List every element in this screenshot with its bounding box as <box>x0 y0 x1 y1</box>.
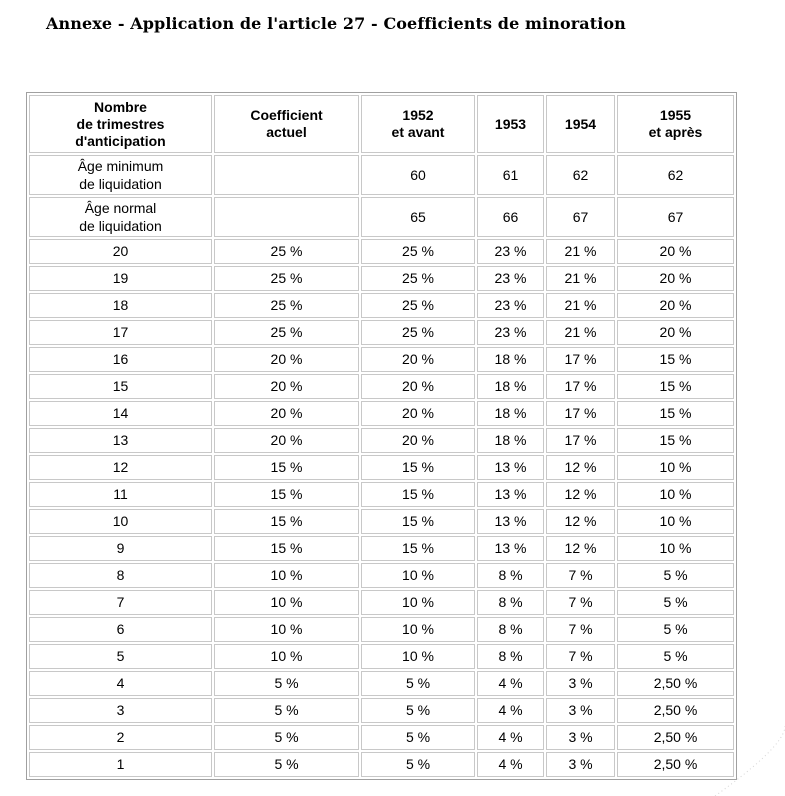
coefficient-cell: 15 % <box>214 482 359 507</box>
coefficient-cell: 4 % <box>477 698 544 723</box>
coefficient-cell: 4 % <box>477 671 544 696</box>
page-title: Annexe - Application de l'article 27 - Coefficients de minoration <box>46 14 626 33</box>
coefficients-table <box>26 92 737 780</box>
row-label: Âge normal de liquidation <box>29 197 212 237</box>
coefficient-cell: 12 % <box>546 455 615 480</box>
coefficient-cell: 18 % <box>477 374 544 399</box>
coefficient-cell: 15 % <box>361 509 475 534</box>
coefficient-cell: 8 % <box>477 644 544 669</box>
trimestres-cell: 3 <box>29 698 212 723</box>
coefficient-cell: 3 % <box>546 671 615 696</box>
coefficient-cell: 20 % <box>361 428 475 453</box>
table-row <box>29 401 734 426</box>
coefficient-cell: 20 % <box>214 347 359 372</box>
coefficient-cell: 10 % <box>214 563 359 588</box>
table-row <box>29 239 734 264</box>
coefficient-cell: 5 % <box>214 698 359 723</box>
coefficient-cell: 5 % <box>214 725 359 750</box>
coefficient-cell: 8 % <box>477 563 544 588</box>
coefficient-cell: 5 % <box>361 725 475 750</box>
table-header-row <box>29 95 734 153</box>
table-row <box>29 509 734 534</box>
table-row <box>29 266 734 291</box>
coefficient-cell: 10 % <box>617 509 734 534</box>
table-cell: 62 <box>546 155 615 195</box>
coefficient-cell: 3 % <box>546 725 615 750</box>
coefficient-cell: 10 % <box>617 455 734 480</box>
coefficient-cell: 2,50 % <box>617 752 734 777</box>
coefficient-cell: 25 % <box>214 239 359 264</box>
coefficient-cell: 25 % <box>214 266 359 291</box>
coefficient-cell: 20 % <box>214 374 359 399</box>
coefficient-cell: 10 % <box>361 590 475 615</box>
coefficient-cell: 2,50 % <box>617 698 734 723</box>
coefficient-cell: 25 % <box>361 266 475 291</box>
coefficient-cell: 5 % <box>361 698 475 723</box>
coefficient-cell: 7 % <box>546 563 615 588</box>
trimestres-cell: 15 <box>29 374 212 399</box>
trimestres-cell: 12 <box>29 455 212 480</box>
table-row <box>29 590 734 615</box>
coefficient-cell: 17 % <box>546 347 615 372</box>
coefficient-cell: 5 % <box>214 671 359 696</box>
coefficient-cell: 25 % <box>214 320 359 345</box>
coefficient-cell: 15 % <box>361 455 475 480</box>
trimestres-cell: 9 <box>29 536 212 561</box>
table-cell: 60 <box>361 155 475 195</box>
trimestres-cell: 14 <box>29 401 212 426</box>
coefficient-cell: 12 % <box>546 482 615 507</box>
table-row <box>29 725 734 750</box>
table-row <box>29 482 734 507</box>
coefficient-cell: 17 % <box>546 401 615 426</box>
header-1953: 1953 <box>477 95 544 153</box>
table-cell: 65 <box>361 197 475 237</box>
table-cell: 66 <box>477 197 544 237</box>
table-row <box>29 617 734 642</box>
table-row <box>29 671 734 696</box>
coefficient-cell: 2,50 % <box>617 671 734 696</box>
trimestres-cell: 11 <box>29 482 212 507</box>
coefficient-cell: 18 % <box>477 401 544 426</box>
coefficient-cell: 7 % <box>546 617 615 642</box>
coefficient-cell: 20 % <box>617 293 734 318</box>
coefficient-cell: 17 % <box>546 428 615 453</box>
coefficient-cell: 25 % <box>361 239 475 264</box>
trimestres-cell: 6 <box>29 617 212 642</box>
coefficient-cell: 15 % <box>617 347 734 372</box>
coefficient-cell: 20 % <box>617 266 734 291</box>
coefficient-cell: 5 % <box>361 671 475 696</box>
coefficient-cell: 4 % <box>477 725 544 750</box>
trimestres-cell: 10 <box>29 509 212 534</box>
coefficient-cell: 13 % <box>477 482 544 507</box>
coefficient-cell: 10 % <box>361 617 475 642</box>
coefficient-cell: 15 % <box>617 428 734 453</box>
table-row <box>29 644 734 669</box>
coefficient-cell: 15 % <box>617 401 734 426</box>
coefficient-cell: 12 % <box>546 536 615 561</box>
age-minimum-row <box>29 155 734 195</box>
coefficient-cell: 25 % <box>214 293 359 318</box>
table-cell: 67 <box>546 197 615 237</box>
header-trimestres: Nombre de trimestres d'anticipation <box>29 95 212 153</box>
coefficient-cell: 15 % <box>214 536 359 561</box>
coefficient-cell: 7 % <box>546 590 615 615</box>
coefficient-cell: 25 % <box>361 320 475 345</box>
table-row <box>29 347 734 372</box>
coefficient-cell: 20 % <box>361 374 475 399</box>
trimestres-cell: 5 <box>29 644 212 669</box>
header-coefficient-actuel: Coefficient actuel <box>214 95 359 153</box>
coefficient-cell: 21 % <box>546 266 615 291</box>
coefficient-cell: 5 % <box>617 644 734 669</box>
table-cell: 62 <box>617 155 734 195</box>
coefficient-cell: 13 % <box>477 509 544 534</box>
coefficient-cell: 10 % <box>214 590 359 615</box>
trimestres-cell: 18 <box>29 293 212 318</box>
coefficient-cell: 5 % <box>617 590 734 615</box>
trimestres-cell: 4 <box>29 671 212 696</box>
coefficient-cell: 10 % <box>214 617 359 642</box>
coefficient-cell: 8 % <box>477 590 544 615</box>
coefficient-cell: 10 % <box>617 482 734 507</box>
trimestres-cell: 2 <box>29 725 212 750</box>
row-label: Âge minimum de liquidation <box>29 155 212 195</box>
coefficient-cell: 4 % <box>477 752 544 777</box>
table-row <box>29 293 734 318</box>
table-row <box>29 698 734 723</box>
table-row <box>29 455 734 480</box>
coefficient-cell: 10 % <box>361 563 475 588</box>
coefficient-cell: 15 % <box>214 455 359 480</box>
coefficient-cell: 7 % <box>546 644 615 669</box>
trimestres-cell: 16 <box>29 347 212 372</box>
table-row <box>29 536 734 561</box>
trimestres-cell: 7 <box>29 590 212 615</box>
table-row <box>29 374 734 399</box>
coefficient-cell: 10 % <box>361 644 475 669</box>
table-row <box>29 428 734 453</box>
coefficient-cell: 21 % <box>546 320 615 345</box>
coefficient-cell: 20 % <box>361 347 475 372</box>
coefficient-cell: 3 % <box>546 752 615 777</box>
coefficient-cell: 17 % <box>546 374 615 399</box>
coefficient-cell: 25 % <box>361 293 475 318</box>
trimestres-cell: 8 <box>29 563 212 588</box>
table-row <box>29 320 734 345</box>
coefficient-cell: 18 % <box>477 347 544 372</box>
coefficient-cell: 15 % <box>361 482 475 507</box>
trimestres-cell: 20 <box>29 239 212 264</box>
coefficient-cell: 5 % <box>617 617 734 642</box>
coefficient-cell: 20 % <box>361 401 475 426</box>
coefficient-cell: 21 % <box>546 293 615 318</box>
trimestres-cell: 1 <box>29 752 212 777</box>
coefficient-cell: 15 % <box>361 536 475 561</box>
coefficient-cell: 5 % <box>361 752 475 777</box>
coefficient-cell: 23 % <box>477 293 544 318</box>
trimestres-cell: 17 <box>29 320 212 345</box>
coefficient-cell: 23 % <box>477 320 544 345</box>
coefficient-cell: 18 % <box>477 428 544 453</box>
coefficient-cell: 15 % <box>214 509 359 534</box>
coefficient-cell: 20 % <box>617 239 734 264</box>
coefficient-cell: 2,50 % <box>617 725 734 750</box>
coefficient-cell: 10 % <box>617 536 734 561</box>
coefficient-cell: 23 % <box>477 239 544 264</box>
coefficient-cell: 20 % <box>214 401 359 426</box>
header-1955: 1955 et après <box>617 95 734 153</box>
header-1954: 1954 <box>546 95 615 153</box>
table-row <box>29 563 734 588</box>
coefficient-cell: 12 % <box>546 509 615 534</box>
trimestres-cell: 13 <box>29 428 212 453</box>
coefficient-cell: 23 % <box>477 266 544 291</box>
trimestres-cell: 19 <box>29 266 212 291</box>
table-cell: 61 <box>477 155 544 195</box>
coefficient-cell: 20 % <box>617 320 734 345</box>
coefficient-cell: 13 % <box>477 536 544 561</box>
coefficient-cell: 21 % <box>546 239 615 264</box>
table-row <box>29 752 734 777</box>
table-cell <box>214 155 359 195</box>
coefficient-cell: 20 % <box>214 428 359 453</box>
coefficient-cell: 10 % <box>214 644 359 669</box>
coefficient-cell: 8 % <box>477 617 544 642</box>
coefficient-cell: 15 % <box>617 374 734 399</box>
coefficient-cell: 3 % <box>546 698 615 723</box>
coefficient-cell: 5 % <box>214 752 359 777</box>
table-cell: 67 <box>617 197 734 237</box>
table-cell <box>214 197 359 237</box>
coefficient-cell: 5 % <box>617 563 734 588</box>
age-normal-row <box>29 197 734 237</box>
coefficient-cell: 13 % <box>477 455 544 480</box>
header-1952: 1952 et avant <box>361 95 475 153</box>
